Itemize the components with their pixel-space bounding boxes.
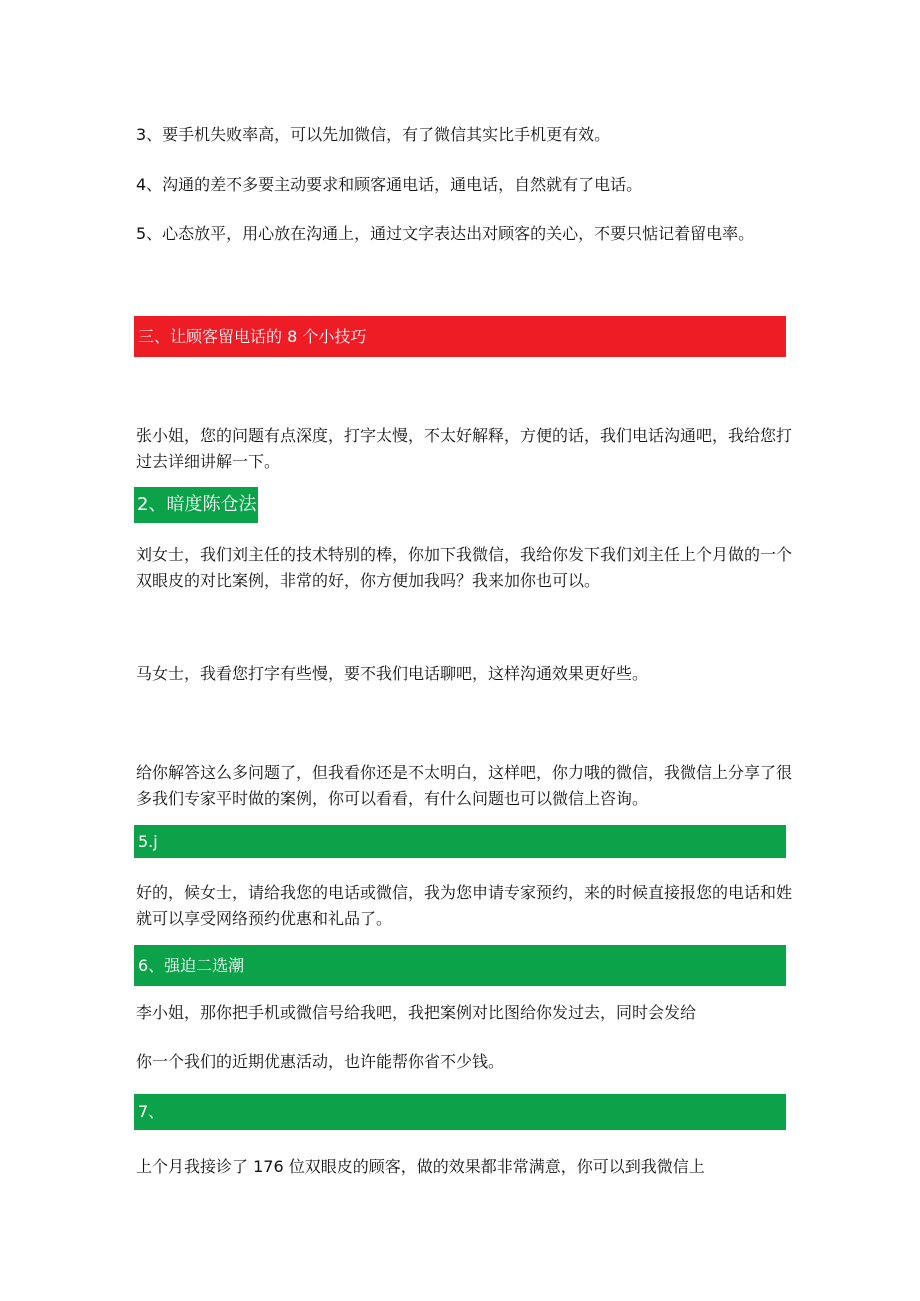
paragraph-liu: 刘女士，我们刘主任的技术特别的棒，你加下我微信，我给你发下我们刘主任上个月做的一个双眼皮的对比案例，非常的好，你方便加我吗？我来加你也可以。 xyxy=(136,545,793,590)
paragraph-wechat-share: 给你解答这么多问题了，但我看你还是不太明白，这样吧，你力哦的微信，我微信上分享了很多我们专家平时做的案例，你可以看看，有什么问题也可以微信上咨询。 xyxy=(136,763,793,808)
section-7-bar: 7、 xyxy=(134,1094,786,1130)
paragraph-li-line2: 你一个我们的近期优惠活动，也许能帮你省不少钱。 xyxy=(136,1052,505,1071)
section-6-bar: 6、强迫二选潮 xyxy=(134,945,786,986)
tip-5: 5、心态放平，用心放在沟通上，通过文字表达出对顾客的关心，不要只惦记着留电率。 xyxy=(136,224,755,243)
paragraph-176-cases: 上个月我接诊了 176 位双眼皮的顾客，做的效果都非常满意，你可以到我微信上 xyxy=(136,1157,705,1176)
section-5-bar: 5.j xyxy=(134,825,786,858)
paragraph-zhang: 张小姐，您的问题有点深度，打字太慢，不太好解释，方便的话，我们电话沟通吧，我给您打过去详细讲解一下。 xyxy=(136,426,793,471)
paragraph-ma: 马女士，我看您打字有些慢，要不我们电话聊吧，这样沟通效果更好些。 xyxy=(136,664,649,683)
section-3-title-bar: 三、让顾客留电话的 8 个小技巧 xyxy=(134,316,786,357)
paragraph-hou: 好的，候女士，请给我您的电话或微信，我为您申请专家预约，来的时候直接报您的电话和姓就可以享受网络预约优惠和礼品了。 xyxy=(136,883,793,928)
tip-4: 4、沟通的差不多要主动要求和顾客通电话，通电话，自然就有了电话。 xyxy=(136,175,643,194)
tip-3: 3、要手机失败率高，可以先加微信，有了微信其实比手机更有效。 xyxy=(136,125,611,144)
heading-anducangcang: 2、暗度陈仓法 xyxy=(134,487,258,523)
paragraph-li-line1: 李小姐，那你把手机或微信号给我吧，我把案例对比图给你发过去，同时会发给 xyxy=(136,1003,697,1022)
